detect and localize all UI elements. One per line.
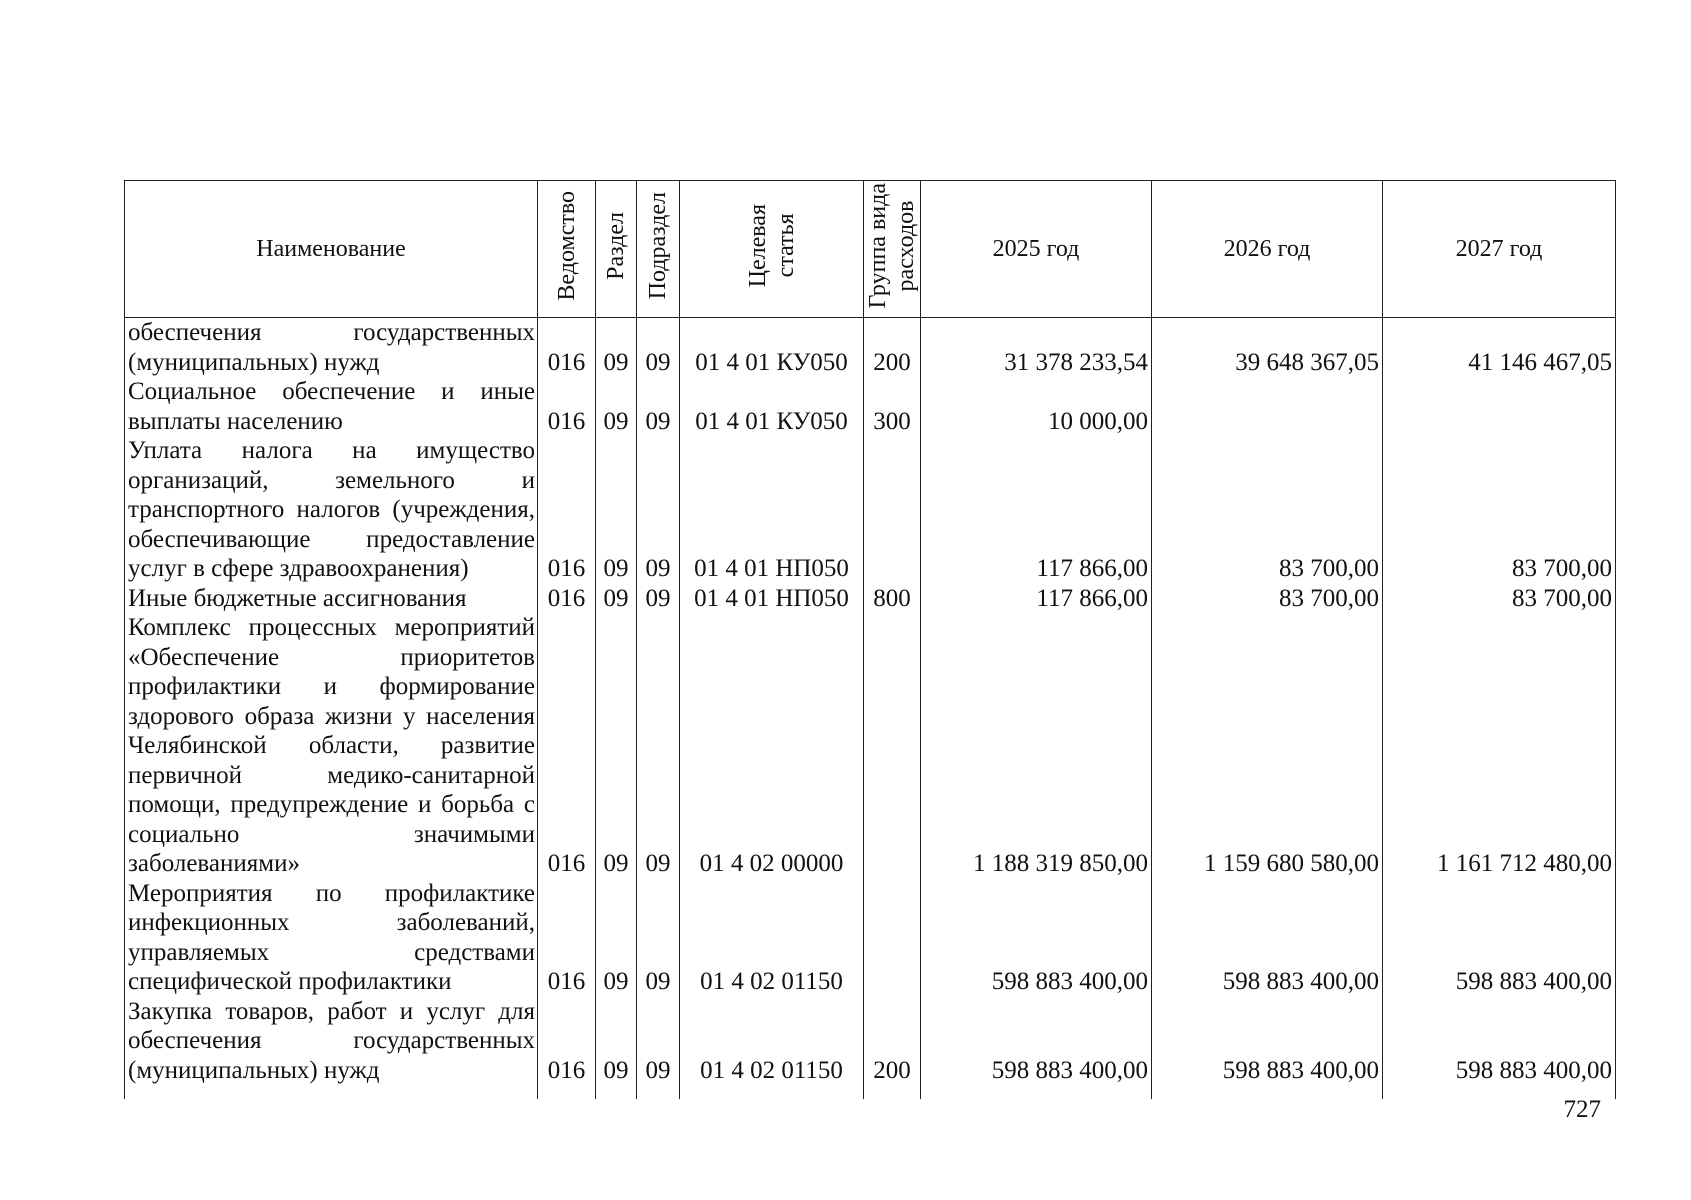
header-2027: 2027 год — [1383, 181, 1616, 318]
table-row — [125, 436, 1616, 584]
cell-vedomstvo: 016 — [538, 318, 596, 378]
cell-2026: 598 883 400,00 — [1152, 879, 1383, 997]
cell-group — [864, 436, 921, 584]
cell-podrazdel: 09 — [637, 584, 680, 614]
cell-vedomstvo: 016 — [538, 377, 596, 436]
cell-2027 — [1383, 377, 1616, 436]
table-row-continuation — [125, 1085, 1616, 1099]
table-row — [125, 377, 1616, 436]
cell-2027: 83 700,00 — [1383, 584, 1616, 614]
cell-2027: 1 161 712 480,00 — [1383, 613, 1616, 879]
table-row — [125, 613, 1616, 879]
cell-podrazdel: 09 — [637, 436, 680, 584]
cell-2025: 117 866,00 — [921, 436, 1152, 584]
cell-razdel: 09 — [596, 997, 637, 1086]
table-row — [125, 584, 1616, 614]
cell-2025: 10 000,00 — [921, 377, 1152, 436]
cell-target: 01 4 02 01150 — [680, 879, 864, 997]
table-row — [125, 997, 1616, 1086]
cell-name: Иные бюджетные ассигнования — [125, 584, 538, 614]
cell-target: 01 4 01 КУ050 — [680, 318, 864, 378]
header-vedomstvo: Ведомство — [538, 181, 596, 318]
page-number: 727 — [1563, 1096, 1601, 1123]
cell-vedomstvo: 016 — [538, 997, 596, 1086]
cell-2027: 83 700,00 — [1383, 436, 1616, 584]
cell-podrazdel: 09 — [637, 997, 680, 1086]
cell-vedomstvo: 016 — [538, 879, 596, 997]
header-2026: 2026 год — [1152, 181, 1383, 318]
cell-2025: 598 883 400,00 — [921, 879, 1152, 997]
cell-2027: 41 146 467,05 — [1383, 318, 1616, 378]
cell-2027: 598 883 400,00 — [1383, 879, 1616, 997]
cell-2026 — [1152, 377, 1383, 436]
cell-podrazdel: 09 — [637, 613, 680, 879]
cell-vedomstvo: 016 — [538, 436, 596, 584]
cell-2026: 83 700,00 — [1152, 436, 1383, 584]
cell-2026: 39 648 367,05 — [1152, 318, 1383, 378]
header-name: Наименование — [125, 181, 538, 318]
cell-razdel: 09 — [596, 377, 637, 436]
cell-2025: 31 378 233,54 — [921, 318, 1152, 378]
cell-2025: 117 866,00 — [921, 584, 1152, 614]
cell-razdel: 09 — [596, 318, 637, 378]
cell-target: 01 4 02 01150 — [680, 997, 864, 1086]
cell-group: 200 — [864, 997, 921, 1086]
cell-podrazdel: 09 — [637, 318, 680, 378]
header-podrazdel: Подраздел — [637, 181, 680, 318]
cell-name: обеспечения государственных (муниципальных) нужд — [125, 318, 538, 378]
cell-group: 300 — [864, 377, 921, 436]
cell-group: 800 — [864, 584, 921, 614]
table-body — [125, 318, 1616, 1100]
cell-podrazdel: 09 — [637, 879, 680, 997]
cell-2026: 1 159 680 580,00 — [1152, 613, 1383, 879]
cell-group — [864, 879, 921, 997]
cell-2026: 83 700,00 — [1152, 584, 1383, 614]
table-header-row — [125, 181, 1616, 318]
header-2025: 2025 год — [921, 181, 1152, 318]
cell-target: 01 4 01 НП050 — [680, 436, 864, 584]
table-row — [125, 879, 1616, 997]
cell-group: 200 — [864, 318, 921, 378]
budget-table — [124, 180, 1616, 1099]
cell-vedomstvo: 016 — [538, 613, 596, 879]
header-group: Группа вида расходов — [864, 181, 921, 318]
cell-name: Мероприятия по профилактике инфекционных заболеваний, управляемых средствами специфической профилактики — [125, 879, 538, 997]
cell-razdel: 09 — [596, 584, 637, 614]
cell-name: Закупка товаров, работ и услуг для обеспечения государственных (муниципальных) нужд — [125, 997, 538, 1086]
cell-name: Социальное обеспечение и иные выплаты населению — [125, 377, 538, 436]
cell-vedomstvo: 016 — [538, 584, 596, 614]
cell-2027: 598 883 400,00 — [1383, 997, 1616, 1086]
cell-2026: 598 883 400,00 — [1152, 997, 1383, 1086]
cell-name: Уплата налога на имущество организаций, земельного и транспортного налогов (учреждения, обеспечивающие предоставление услуг в сфере здравоохранения) — [125, 436, 538, 584]
table-row — [125, 318, 1616, 378]
header-razdel: Раздел — [596, 181, 637, 318]
cell-target: 01 4 01 НП050 — [680, 584, 864, 614]
cell-razdel: 09 — [596, 879, 637, 997]
header-target: Целевая статья — [680, 181, 864, 318]
cell-2025: 598 883 400,00 — [921, 997, 1152, 1086]
cell-group — [864, 613, 921, 879]
cell-name: Комплекс процессных мероприятий «Обеспечение приоритетов профилактики и формирование здорового образа жизни у населения Челябинской области, развитие первичной медико-санитарной помощи, предупреждение и борьба с социально значимыми заболеваниями» — [125, 613, 538, 879]
cell-podrazdel: 09 — [637, 377, 680, 436]
cell-target: 01 4 02 00000 — [680, 613, 864, 879]
cell-target: 01 4 01 КУ050 — [680, 377, 864, 436]
cell-razdel: 09 — [596, 613, 637, 879]
cell-razdel: 09 — [596, 436, 637, 584]
cell-2025: 1 188 319 850,00 — [921, 613, 1152, 879]
